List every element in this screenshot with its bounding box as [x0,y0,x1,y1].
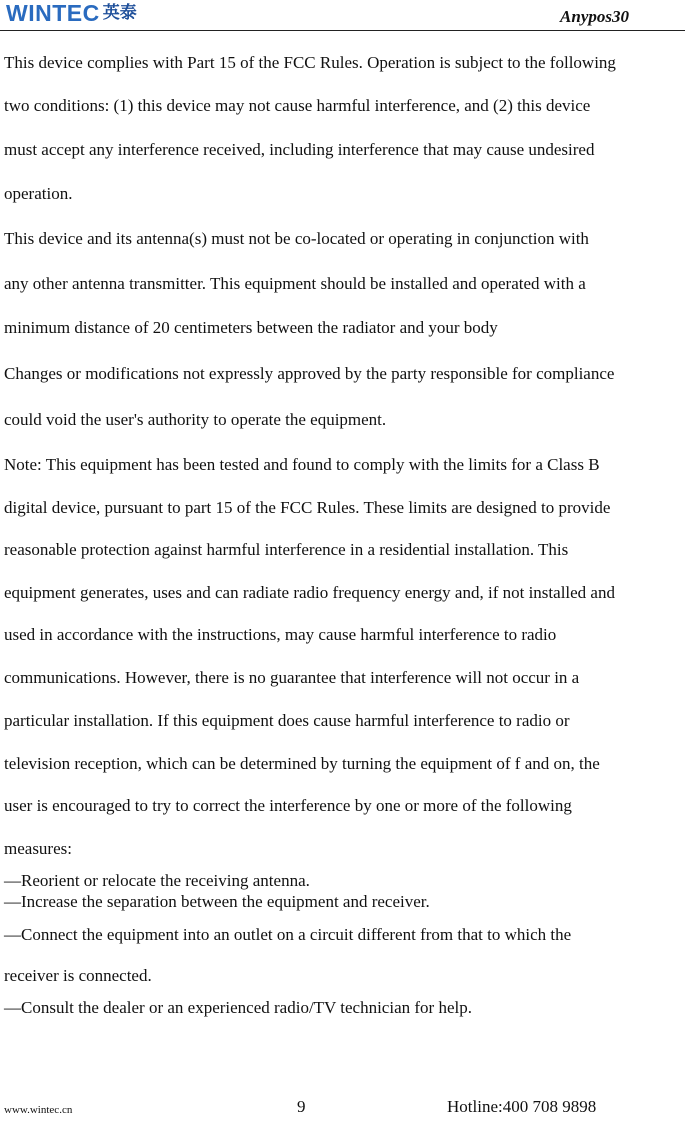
footer-website: www.wintec.cn [4,1104,73,1116]
product-name: Anypos30 [560,7,629,26]
page-header [0,0,685,31]
body-line: operation. [4,184,73,203]
footer-hotline: Hotline:400 708 9898 [447,1097,597,1116]
measure-item: —Reorient or relocate the receiving antenna. [4,871,310,890]
body-line: two conditions: (1) this device may not cause harmful interference, and (2) this device [4,96,591,115]
header-rule [0,30,685,31]
body-line: receiver is connected. [4,966,152,985]
body-line: used in accordance with the instructions, may cause harmful interference to radio [4,625,557,644]
body-line: user is encouraged to try to correct the interference by one or more of the following [4,796,572,815]
body-line: communications. However, there is no guarantee that interference will not occur in a [4,668,580,687]
body-line: Note: This equipment has been tested and found to comply with the limits for a Class B [4,455,600,474]
body-line: minimum distance of 20 centimeters between the radiator and your body [4,318,498,337]
body-line: This device complies with Part 15 of the FCC Rules. Operation is subject to the following [4,53,616,72]
logo-text-en: WINTEC [6,0,100,26]
body-line: must accept any interference received, including interference that may cause undesired [4,140,595,159]
body-line: television reception, which can be determined by turning the equipment of f and on, the [4,754,600,773]
body-line: This device and its antenna(s) must not be co-located or operating in conjunction with [4,229,589,248]
logo-text-cn: 英泰 [102,2,137,23]
body-line: reasonable protection against harmful interference in a residential installation. This [4,540,569,559]
page-number: 9 [297,1097,306,1116]
body-line: digital device, pursuant to part 15 of the FCC Rules. These limits are designed to provide [4,498,611,517]
measure-item: —Consult the dealer or an experienced radio/TV technician for help. [4,998,472,1017]
body-line: could void the user's authority to operate the equipment. [4,410,387,429]
measure-item: —Connect the equipment into an outlet on a circuit different from that to which the [4,925,572,944]
body-line: any other antenna transmitter. This equipment should be installed and operated with a [4,274,586,293]
body-line: Changes or modifications not expressly approved by the party responsible for compliance [4,364,615,383]
body-line: particular installation. If this equipment does cause harmful interference to radio or [4,711,570,730]
measure-item: —Increase the separation between the equipment and receiver. [4,892,430,911]
body-line: measures: [4,839,72,858]
body-line: equipment generates, uses and can radiate radio frequency energy and, if not installed and [4,583,615,602]
wintec-logo [6,0,137,26]
